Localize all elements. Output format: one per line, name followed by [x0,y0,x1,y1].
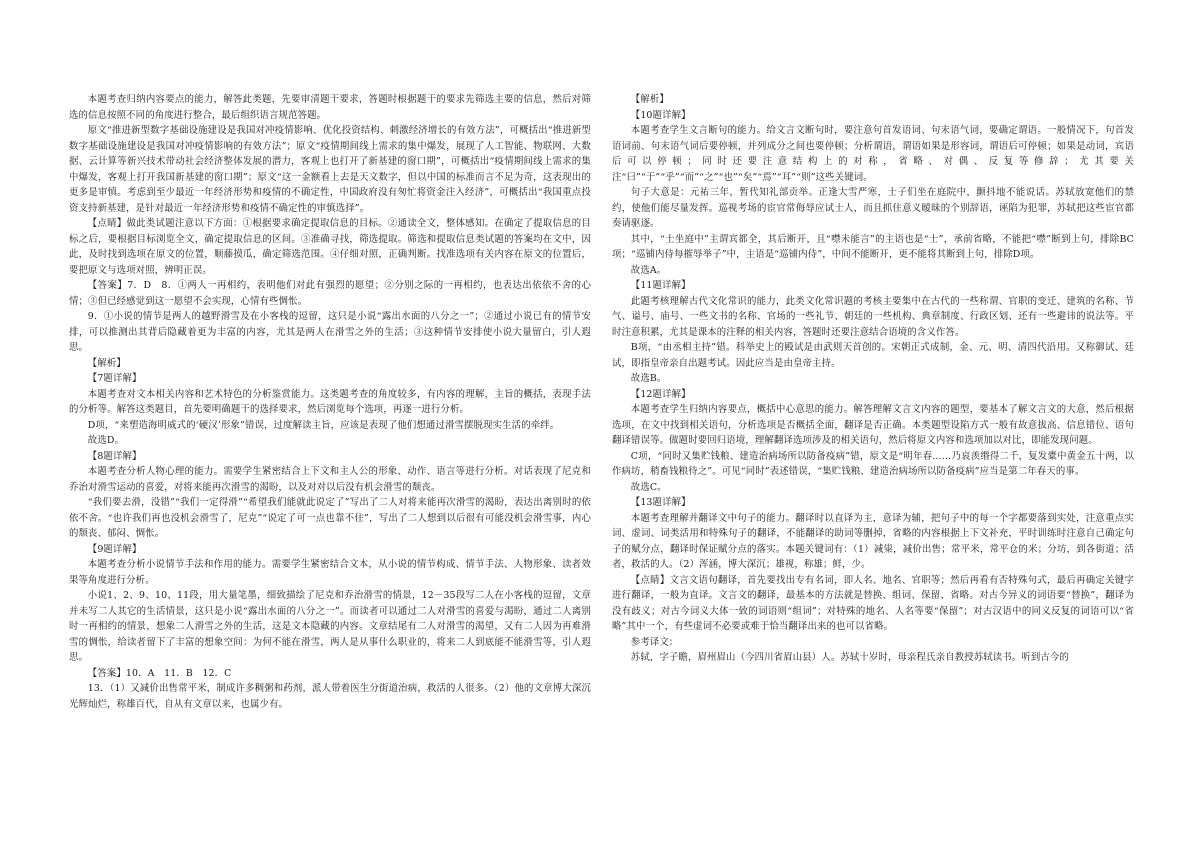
paragraph: 本题考查分析小说情节手法和作用的能力。需要学生紧密结合文本，从小说的情节构成、情节手法、人物形象、读者效果等角度进行分析。 [69,559,591,586]
paragraph: 原文“推进新型数字基础设施建设是我国对冲疫情影响、优化投资结构、刺激经济增长的有效方法”，可概括出“推进新型数字基础设施建设是我国对冲疫情影响的有效方法”；原文“疫情期间线上需求的集中爆发，展现了人工智能、物联网、大数据、云计算等新兴技术带动社会经济整体发展的潜力，客观上也打开了新基建的窗口期”，可概括出“疫情期间线上需求的集中爆发，客观上打开我国新基建的窗口期”；原文“这一金额看上去是天文数字，但以中国的标准而言不足为奇，这表现出的更多是审慎。考虑到至少最近一年经济形势和疫情的不确定性，中国政府没有匆忙将资金注入经济”，可概括出“我国重点投资支持新基建，是针对最近一年经济形势和疫情不确定性的审慎选择”。 [69,125,591,214]
paragraph: 其中，“士坐庭中”主谓宾都全，其后断开，且“噤未能言”的主语也是“士”，承前省略，不能把“噤”断到上句，排除BC项；“巡铺内侍每摧辱举子”中，主语是“巡铺内侍”，中间不能断开，更不能将其断到上句，排除D项。 [612,233,1134,260]
section-heading: 【解析】 [630,94,669,105]
paragraph: 9．①小说的情节是两人的越野滑雪及在小客栈的逗留，这只是小说“露出水面的八分之一”；②通过小说已有的情节安排，可以推测出其背后隐藏着更为丰富的内容，尤其是两人在滑雪之外的生活；③这种情节安排使小说大量留白，引人遐思。 [69,311,591,353]
section-heading: 【8题详解】 [87,450,142,462]
paragraph: 本题考查学生文言断句的能力。给文言文断句时，要注意句首发语词、句末语气词，要确定谓语。一般情况下，句首发语词前、句末语气词后要停顿，并列成分之间也要停顿；分析谓语，谓语如果是形容词，谓语后可停顿；如果是动词，宾语后可以停顿；同时还要注意结构上的对称，省略、对偶、反复等修辞；尤其要关注“曰”“于”“乎”“而”“之”“也”“矣”“焉”“耳”“则”这些关键词。 [612,125,1134,183]
paragraph: 13．（1）又减价出售常平米，制成许多稠粥和药剂，派人带着医生分街道治病，救活的人很多。（2）他的文章博大深沉光辉灿烂，称雄百代，自从有文章以来，也属少有。 [69,683,591,710]
paragraph: 【答案】7．D 8．①两人一再相约，表明他们对此有强烈的愿望；②分别之际的一再相约，也表达出依依不舍的心情；③但已经感觉到这一愿望不会实现，心情有些惆怅。 [69,280,591,307]
paragraph: C项，“同时又集贮钱粮、建造治病场所以防备疫病”错，原文是“明年春……乃哀羡缗得二千，复发橐中黄金五十两，以作病坊，稍畜钱粮待之”。可见“同时”表述错误，“集贮钱粮、建造治病场所以防备疫病”应当是第二年春天的事。 [612,450,1134,477]
section-heading: 【13题详解】 [630,497,691,508]
left-column [69,92,591,712]
right-column [612,92,1134,666]
section-heading: 【11题详解】 [630,280,691,291]
section-heading: 【7题详解】 [87,373,142,384]
section-heading: 【9题详解】 [87,543,142,555]
paragraph: 本题考查对文本相关内容和艺术特色的分析鉴赏能力。这类题考查的角度较多，有内容的理解，主旨的概括，表现手法的分析等。解答这类题目，首先要明确题干的选择要求，然后浏览每个选项，再逐一进行分析。 [69,388,591,415]
paragraph: D项，“来塑造海明威式的‘硬汉’形象”错误，过度解读主旨，应该是表现了他们想通过滑雪摆脱现实生活的牵绊。 [87,419,560,431]
paragraph: 本题考查分析人物心理的能力。需要学生紧密结合上下文和主人公的形象、动作、语言等进行分析。对话表现了尼克和乔治对滑雪运动的喜爱，对将来能再次滑雪的渴盼，以及对对以后没有机会滑雪的颓丧。 [69,466,591,493]
answer-line: 【答案】10．A 11．B 12．C [87,667,232,679]
paragraph: 故选B。 [630,373,667,384]
paragraph: 故选A。 [630,264,667,276]
paragraph: 故选C。 [630,481,667,493]
section-heading: 【12题详解】 [630,388,691,400]
section-heading: 【解析】 [87,357,126,369]
paragraph: 参考译文： [630,636,679,648]
paragraph: 故选D。 [87,435,125,446]
paragraph: 本题考查归纳内容要点的能力，解答此类题，先要审清题干要求，答题时根据题干的要求先筛选主要的信息，然后对筛选的信息按照不同的角度进行整合，最后组织语言规范答题。 [69,94,591,121]
paragraph: 本题考查理解并翻译文中句子的能力。翻译时以直译为主，意译为辅，把句子中的每一个字都要落到实处，注意重点实词、虚词、词类活用和特殊句子的翻译，不能翻译的助词等删掉，省略的内容根据上下文补充，平时训练时注意自己确定句子的赋分点，翻译时保证赋分点的落实。本题关键词有：（1）减粜，减价出售；常平米，常平仓的米；分坊，到各街道；活者，救活的人。（2）浑涵，博大深沉；雄视，称雄；鲜，少。 [612,512,1134,570]
paragraph: 小说1、2、9、10、11段，用大量笔墨，细致描绘了尼克和乔治滑雪的情景，12－35段写二人在小客栈的逗留，文章并未写二人其它的生活情景，这只是小说“露出水面的八分之一”。而读者可以通过二人对滑雪的喜爱与渴盼，通过二人离别时一再相约的情景，想象二人滑雪之外的生活，这是文本隐藏的内容。文章结尾有二人对滑雪的渴望，又有二人因为再难滑雪的惆怅，给读者留下了丰富的想象空间：为何不能在滑雪，两人是从事什么职业的，将来二人到底能不能滑雪等，引人遐思。 [69,590,591,663]
section-heading: 【10题详解】 [630,109,691,121]
paragraph: 【点睛】文言文语句翻译，首先要找出专有名词，即人名、地名、官职等；然后再看有否特殊句式，最后再确定关键字进行翻译，一般为直译。文言文的翻译，最基本的方法就是替换、组词、保留、省略。对古今异义的词语要“替换”，翻译为没有歧义；对古今词义大体一致的词语则“组词”；对特殊的地名、人名等要“保留”；对古汉语中的同义反复的词语可以“省略”其中一个，有些虚词不必要或难于恰当翻译出来的也可以省略。 [612,574,1134,632]
paragraph: 本题考查学生归纳内容要点，概括中心意思的能力。解答理解文言文内容的题型，要基本了解文言文的大意，然后根据选项，在文中找到相关语句，分析选项是否概括全面，翻译是否正确。本类题型设陷方式一般有故意拔高、信息错位、语句翻译错误等。做题时要回归语境，理解翻译选项涉及的相关语句，然后将原文内容和选项加以对比，即能发现问题。 [612,404,1134,446]
paragraph: 【点睛】做此类试题注意以下方面：①根据要求确定提取信息的目标。②通读全文，整体感知。在确定了提取信息的目标之后，要根据目标浏览全文，确定提取信息的区间。③准确寻找，筛选提取。筛选和提取信息类试题的答案均在文中，因此，及时找到选项在原文的位置，顺藤摸瓜，确定筛选范围。④仔细对照，正确判断。找准选项有关内容在原文的位置后，要把原文与选项对照，辨明正误。 [69,218,591,276]
paragraph: “我们要去滑，没错”“我们一定得滑”“希望我们能就此说定了”写出了二人对将来能再次滑雪的渴盼，表达出离别时的依依不舍。“也许我们再也没机会滑雪了，尼克”“说定了可一点也靠不住”，写出了二人想到以后很有可能没机会滑雪事，内心的颓丧、郁闷、惆怅。 [69,497,591,539]
paragraph: 句子大意是：元祐三年，暂代知礼部贡举。正逢大雪严寒，士子们坐在庭院中，颤抖地不能说话。苏轼放宽他们的禁约，使他们能尽量发挥。巡视考场的宦官常侮辱应试士人，而且抓住意义暧昧的个别辞语，诬陷为犯罪，苏轼把这些宦官都奏请驱逐。 [612,187,1134,229]
paragraph: 此题考核理解古代文化常识的能力，此类文化常识题的考核主要集中在古代的一些称谓、官职的变迁、建筑的名称、节气、谥号、庙号、一些文书的名称、官场的一些礼节、朝廷的一些机构、典章制度、行政区划、还有一些避讳的说法等。平时注意积累，尤其是课本的注释的相关内容，答题时还要注意结合语境的含义作答。 [612,295,1134,338]
paragraph: 苏轼，字子瞻，眉州眉山（今四川省眉山县）人。苏轼十岁时，母亲程氏亲自教授苏轼读书。听到古今的 [630,652,1069,663]
paragraph: B项，“由丞相主持”错。科举史上的殿试是由武则天首创的。宋朝正式成制，金、元、明、清四代沿用。又称御试、廷试，即指皇帝亲自出题考试。因此应当是由皇帝主持。 [612,342,1134,369]
